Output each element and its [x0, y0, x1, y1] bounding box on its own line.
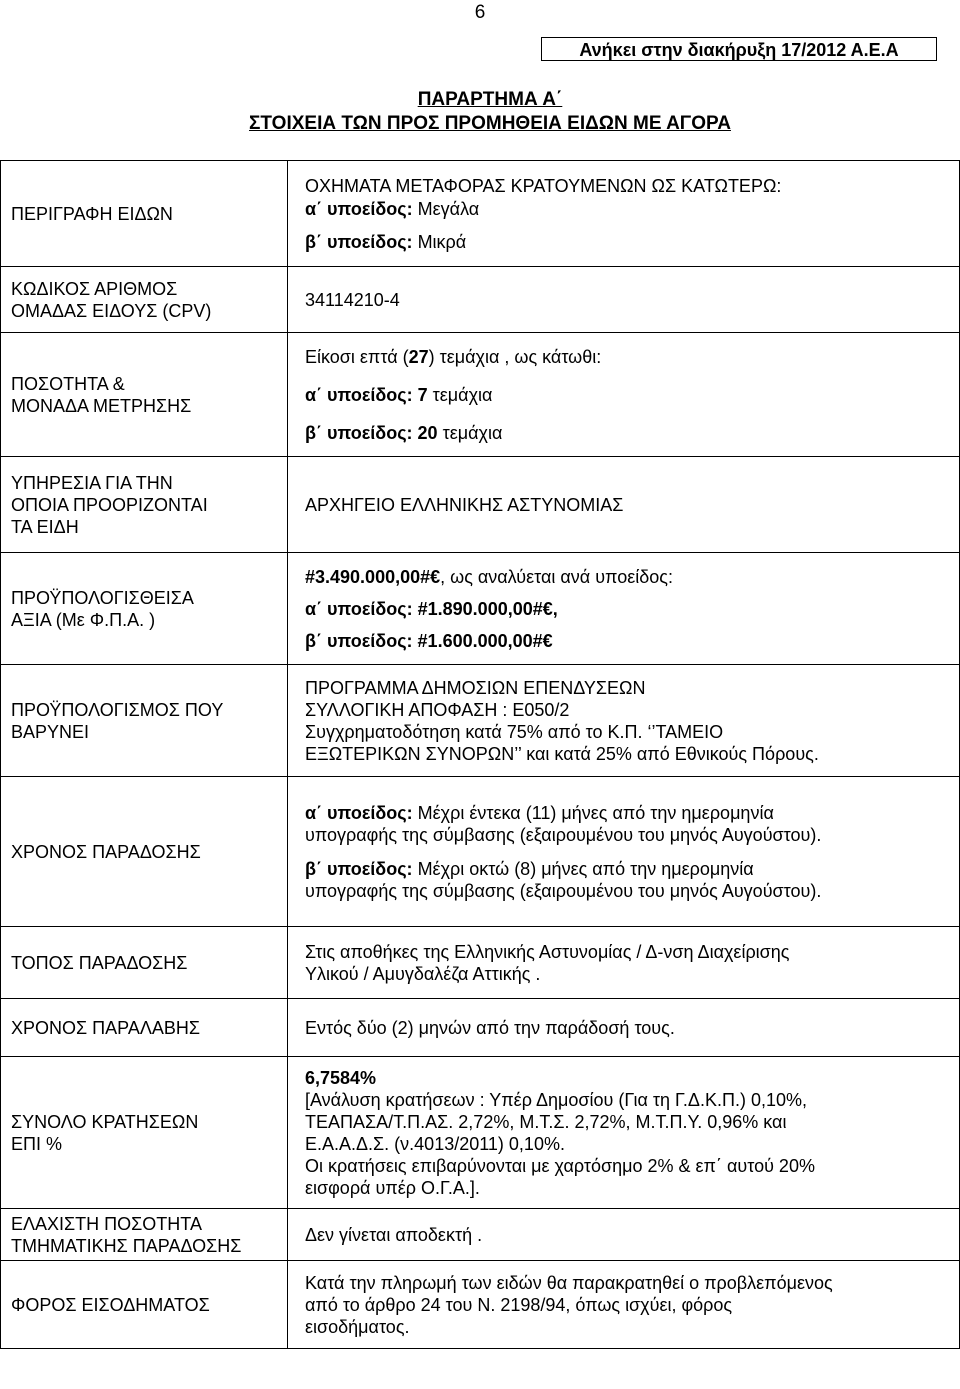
label-min-quantity: ΕΛΑΧΙΣΤΗ ΠΟΣΟΤΗΤΑ ΤΜΗΜΑΤΙΚΗΣ ΠΑΡΑΔΟΣΗΣ	[1, 1209, 288, 1261]
value-receipt-time: Εντός δύο (2) μηνών από την παράδοσή τους.	[288, 999, 960, 1057]
row-min-quantity	[1, 1209, 960, 1261]
label-delivery-place: ΤΟΠΟΣ ΠΑΡΑΔΟΣΗΣ	[1, 927, 288, 999]
value-income-tax: Κατά την πληρωμή των ειδών θα παρακρατηθεί ο προβλεπόμενος από το άρθρο 24 του Ν. 2198/94, όπως ισχύει, φόρος εισοδήματος.	[288, 1261, 960, 1349]
annex-heading	[0, 88, 960, 136]
value-delivery-time: α΄ υποείδος: Μέχρι έντεκα (11) μήνες από την ημερομηνία υπογραφής της σύμβασης (εξαιρουμένου του μηνός Αυγούστου). β΄ υποείδος: Μέχρι οκτώ (8) μήνες από την ημερομηνία υπογραφής της σύμβασης (εξαιρουμένου του μηνός Αυγούστου).	[288, 777, 960, 927]
label-deductions: ΣΥΝΟΛΟ ΚΡΑΤΗΣΕΩΝ ΕΠΙ %	[1, 1057, 288, 1209]
label-budget-charged: ΠΡΟΫΠΟΛΟΓΙΣΜΟΣ ΠΟΥ ΒΑΡΥΝΕΙ	[1, 665, 288, 777]
items-specification-table	[0, 160, 960, 1349]
tender-reference-box: Ανήκει στην διακήρυξη 17/2012 Α.Ε.Α	[541, 37, 937, 61]
row-quantity	[1, 333, 960, 457]
label-delivery-time: ΧΡΟΝΟΣ ΠΑΡΑΔΟΣΗΣ	[1, 777, 288, 927]
value-budget-value: #3.490.000,00#€, ως αναλύεται ανά υποείδος: α΄ υποείδος: #1.890.000,00#€, β΄ υποείδος: #1.600.000,00#€	[288, 553, 960, 665]
label-budget-value: ΠΡΟΫΠΟΛΟΓΙΣΘΕΙΣΑ ΑΞΙΑ (Με Φ.Π.Α. )	[1, 553, 288, 665]
label-cpv: ΚΩΔΙΚΟΣ ΑΡΙΘΜΟΣ ΟΜΑΔΑΣ ΕΙΔΟΥΣ (CPV)	[1, 267, 288, 333]
row-income-tax	[1, 1261, 960, 1349]
annex-title: ΠΑΡΑΡΤΗΜΑ Α΄	[417, 89, 563, 110]
subtype-a-text: Μεγάλα	[417, 198, 480, 219]
row-delivery-place	[1, 927, 960, 999]
label-income-tax: ΦΟΡΟΣ ΕΙΣΟΔΗΜΑΤΟΣ	[1, 1261, 288, 1349]
row-deductions	[1, 1057, 960, 1209]
value-service: ΑΡΧΗΓΕΙΟ ΕΛΛΗΝΙΚΗΣ ΑΣΤΥΝΟΜΙΑΣ	[288, 457, 960, 553]
row-delivery-time	[1, 777, 960, 927]
value-delivery-place: Στις αποθήκες της Ελληνικής Αστυνομίας / Δ-νση Διαχείρισης Υλικού / Αμυγδαλέζα Αττικής .	[288, 927, 960, 999]
label-service: ΥΠΗΡΕΣΙΑ ΓΙΑ ΤΗΝ ΟΠΟΙΑ ΠΡΟΟΡΙΖΟΝΤΑΙ ΤΑ ΕΙΔΗ	[1, 457, 288, 553]
value-quantity: Είκοσι επτά (27) τεμάχια , ως κάτωθι: α΄ υποείδος: 7 τεμάχια β΄ υποείδος: 20 τεμάχια	[288, 333, 960, 457]
value-description	[288, 161, 960, 267]
annex-subtitle: ΣΤΟΙΧΕΙΑ ΤΩΝ ΠΡΟΣ ΠΡΟΜΗΘΕΙΑ ΕΙΔΩΝ ΜΕ ΑΓΟΡΑ	[249, 113, 731, 134]
subtype-a-prefix: α΄ υποείδος:	[305, 198, 413, 219]
subtype-b-prefix: β΄ υποείδος:	[305, 231, 413, 252]
label-quantity: ΠΟΣΟΤΗΤΑ & ΜΟΝΑΔΑ ΜΕΤΡΗΣΗΣ	[1, 333, 288, 457]
value-min-quantity: Δεν γίνεται αποδεκτή .	[288, 1209, 960, 1261]
value-deductions: 6,7584% [Ανάλυση κρατήσεων : Υπέρ Δημοσίου (Για τη Γ.Δ.Κ.Π.) 0,10%, ΤΕΑΠΑΣΑ/Τ.Π.ΑΣ. 2,72%, Μ.Τ.Σ. 2,72%, Μ.Τ.Π.Υ. 0,96% και Ε.Α.Α.Δ.Σ. (ν.4013/2011) 0,10%. Οι κρατήσεις επιβαρύνονται με χαρτόσημο 2% & επ΄ αυτού 20% εισφορά υπέρ Ο.Γ.Α.].	[288, 1057, 960, 1209]
page-number: 6	[474, 2, 486, 23]
subtype-b-text: Μικρά	[417, 231, 467, 252]
value-budget-charged: ΠΡΟΓΡΑΜΜΑ ΔΗΜΟΣΙΩΝ ΕΠΕΝΔΥΣΕΩΝ ΣΥΛΛΟΓΙΚΗ ΑΠΟΦΑΣΗ : Ε050/2 Συγχρηματοδότηση κατά 75% από το Κ.Π. ‘’ΤΑΜΕΙΟ ΕΞΩΤΕΡΙΚΩΝ ΣΥΝΟΡΩΝ’’ και κατά 25% από Εθνικούς Πόρους.	[288, 665, 960, 777]
description-line: ΟΧΗΜΑΤΑ ΜΕΤΑΦΟΡΑΣ ΚΡΑΤΟΥΜΕΝΩΝ ΩΣ ΚΑΤΩΤΕΡΩ:	[305, 175, 782, 196]
row-budget-charged	[1, 665, 960, 777]
row-receipt-time	[1, 999, 960, 1057]
value-cpv: 34114210-4	[288, 267, 960, 333]
label-description: ΠΕΡΙΓΡΑΦΗ ΕΙΔΩΝ	[1, 161, 288, 267]
row-cpv	[1, 267, 960, 333]
row-description	[1, 161, 960, 267]
row-service	[1, 457, 960, 553]
row-budget-value	[1, 553, 960, 665]
label-receipt-time: ΧΡΟΝΟΣ ΠΑΡΑΛΑΒΗΣ	[1, 999, 288, 1057]
